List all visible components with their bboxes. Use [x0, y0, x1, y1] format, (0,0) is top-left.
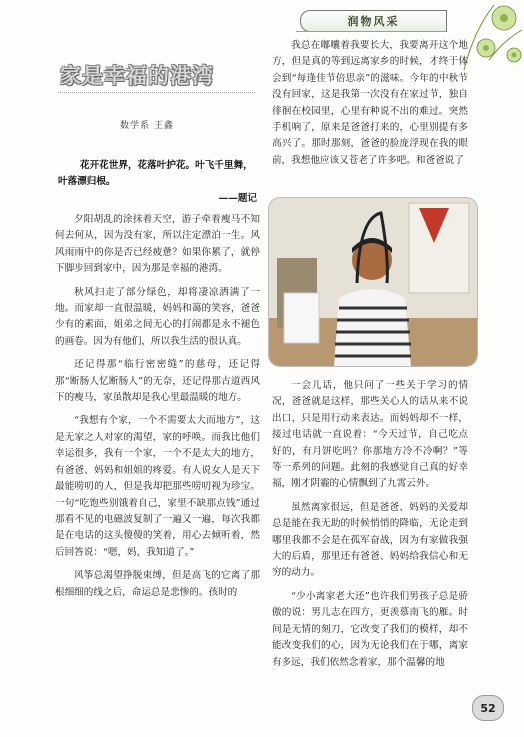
article-title: 家是幸福的港湾: [60, 64, 214, 88]
paragraph: 我总在嘟囔着我要长大，我要离开这个地方，但是真的等到远离家乡的时候，才终于体会到“每逢佳节倍思亲”的滋味。今年的中秋节没有回家，这是我第一次没有在家过节，独自徘徊在校园里，心里有种说不出的难过。突然手机响了，原来是爸爸打来的，心里别提有多高兴了。那时那刻，爸爸的脸庞浮现在我的眼前，我想他应该又苍老了许多吧。和爸爸说了: [272, 40, 468, 166]
paragraph: 风筝总渴望挣脱束缚，但是高飞的它离了那根细细的线之后，命运总是悲惨的。孩时的: [55, 570, 260, 598]
paragraph: 秋风扫走了部分绿色，却将凄凉洒满了一地。而家却一直很温暖，妈妈和蔼的笑容，爸爸少有的素面，姐弟之间无心的打闹都是永不褪色的画卷。因为有他们，所以我生活的很认真。: [55, 286, 260, 347]
title-divider: [58, 92, 255, 93]
paragraph: “少小离家老大还”也许我们男孩子总是骄傲的说：男儿志在四方，更羡慕南飞的雁。时间是无情的刻刀，它改变了我们的模样，却不能改变我们的心，因为无论我们在于哪，离家有多远，我们依然念着家，那个温馨的地: [272, 590, 468, 668]
left-column: [55, 212, 260, 608]
section-banner: 润物风采: [300, 10, 447, 32]
epigraph: 花开花世界，花落叶护花。叶飞千里舞，叶落漂归根。: [58, 160, 253, 187]
page-number: 52: [472, 695, 504, 721]
right-column-bottom: [272, 378, 468, 678]
paragraph: 一会儿话，他只问了一些关于学习的情况，爸爸就是这样，那些关心人的话从来不说出口，只是用行动来表达。而妈妈却不一样，接过电话就一直说着：“今天过节，自己吃点好的，有月饼吃吗？你那地方冷不冷啊？”等等一系列的问题。此刻的我感觉自己真的好幸福，刚才阴霾的心情飘到了九霄云外。: [272, 380, 468, 490]
right-column-top: [272, 38, 468, 176]
paragraph: 夕阳胡乱的涂抹着天空，游子牵着瘦马不知何去何从，因为没有家，所以注定漂泊一生。风风雨雨中的你是否已经疲惫？如果你累了，就停下脚步回到家中，因为那是幸福的港湾。: [55, 214, 260, 275]
paragraph: “我想有个家，一个不需要太大而地方”，这是无家之人对家的渴望，家的呼唤。而我比他们幸运很多，我有一个家，一个不是太大的地方，有爸爸、妈妈和姐姐的疼爱。有人说女人是天下最能唠叨的人，但是我却把那些唠叨视为珍宝。一句“吃饱些别饿着自己，家里不缺那点钱”通过那看不见的电磁波复制了一遍又一遍，每次我都是在电话的这头傻傻的笑着，用心去倾听着，然后回答说：“嗯，妈，我知道了。”: [55, 415, 260, 558]
paragraph: 还记得那“临行密密缝”的慈母，还记得那“断肠人忆断肠人”的无奈，还记得那古道西风下的瘦马，家虽散却是我心里最温暖的地方。: [55, 359, 260, 404]
epigraph-signature: ——题记: [218, 193, 257, 204]
banner-divider: [296, 31, 446, 32]
article-author: 数学系 王鑫: [120, 121, 174, 131]
author-photo: [268, 197, 478, 367]
photo-illustration: [269, 198, 477, 366]
paragraph: 虽然离家很远，但是爸爸、妈妈的关爱却总是能在我无助的时候悄悄的降临，无论走到哪里我都不会是在孤军奋战，因为有家做我强大的后盾，那里还有爸爸、妈妈给我信心和无穷的动力。: [272, 501, 468, 579]
